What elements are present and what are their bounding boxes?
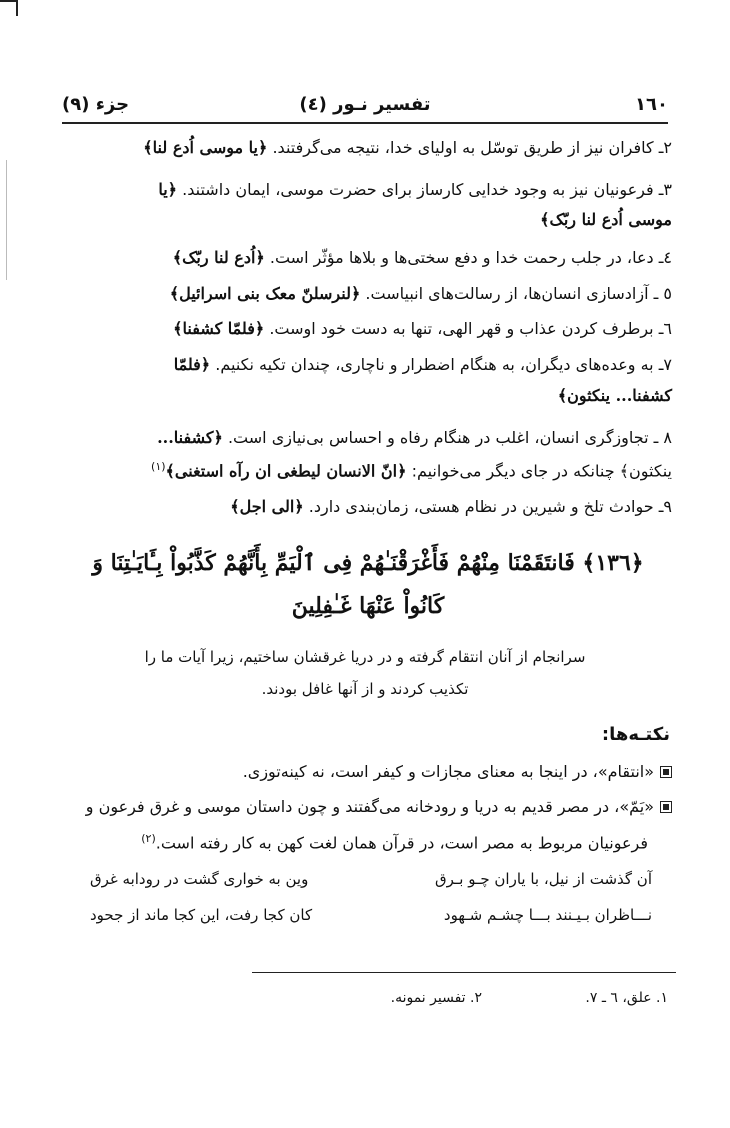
point-3: [62, 180, 672, 199]
point-text: ٥ ـ آزادسازی انسان‌ها، از رسالت‌های انبیاست.: [365, 284, 672, 303]
point-text: ٩ـ حوادث تلخ و شیرین در نظام هستی، زمان‌بندی دارد.: [308, 497, 672, 516]
point-5: [62, 284, 672, 303]
book-title: تفسیر نـور (٤): [299, 94, 431, 115]
page-number: ١٦٠: [635, 94, 668, 115]
point-6: [62, 319, 672, 338]
juz-label: جزء (٩): [62, 94, 130, 115]
translation-line-2: تکذیب کردند و از آنها غافل بودند.: [261, 680, 469, 698]
crop-mark: [0, 0, 18, 16]
running-header: [62, 92, 668, 124]
note-2-continued: [62, 832, 648, 852]
quran-quote: ﴿کشفنا...: [157, 428, 223, 447]
point-text: ٨ ـ تجاوزگری انسان، اغلب در هنگام رفاه و احساس بی‌نیازی است.: [227, 428, 672, 447]
point-7: [62, 355, 672, 374]
quran-quote: ﴿لنرسلنّ معک بنی اسرائیل﴾: [169, 284, 361, 303]
poem-hemistich-3: نـــاظران بـیـنند بـــا چشـم شـهود: [443, 906, 652, 924]
quran-quote: ﴿الی اجل﴾: [230, 497, 304, 516]
poem-hemistich-4: کان کجا رفت، این کجا ماند از جحود: [90, 906, 313, 924]
point-text: ٣ـ فرعونیان نیز به وجود خدایی کارساز برای حضرت موسی، ایمان داشتند.: [182, 180, 672, 199]
note-text: فرعونیان مربوط به مصر است، در قرآن همان لغت کهن به کار رفته است.: [155, 833, 648, 853]
note-1: [62, 762, 672, 781]
quran-quote: ﴿یا موسی اُدع لنا﴾: [143, 138, 268, 157]
point-text: ٢ـ کافران نیز از طریق توسّل به اولیای خدا، نتیجه می‌گرفتند.: [272, 138, 672, 157]
footnote-ref: (١): [151, 460, 166, 473]
verse-line-1: ﴿١٣٦﴾ فَانتَقَمْنَا مِنْهُمْ فَأَغْرَقْنَـٰهُمْ فِى ٱلْيَمِّ بِأَنَّهُمْ كَذَّبُواْ بِـَٔايَـٰتِنَا وَ: [92, 550, 644, 576]
quran-quote: ﴿انّ الانسان لیطغی ان رآه استغنی﴾: [165, 461, 407, 481]
square-bullet-icon: [660, 801, 672, 813]
notes-heading: نکتـه‌ها:: [601, 724, 670, 745]
translation-line-1: سرانجام از آنان انتقام گرفته و در دریا غرقشان ساختیم، زیرا آیات ما را: [144, 648, 586, 666]
point-8: [62, 428, 672, 447]
quran-quote: ﴿فلمّا: [173, 355, 211, 374]
margin-line: [6, 160, 7, 280]
point-8-continued: [62, 460, 672, 480]
point-text: ٧ـ به وعده‌های دیگران، به هنگام اضطرار و ناچاری، چندان تکیه نکنیم.: [215, 355, 672, 374]
poem-hemistich-1: آن گذشت از نیل، با یاران چـو بـرق: [434, 870, 652, 888]
point-4: [62, 248, 672, 267]
point-text: ٤ـ دعا، در جلب رحمت خدا و دفع سختی‌ها و بلاها مؤثّر است.: [269, 248, 672, 267]
footnote-2: ٢. تفسیر نمونه.: [390, 990, 482, 1006]
verse-line-2: كَانُواْ عَنْهَا غَـٰفِلِينَ: [291, 593, 445, 619]
quran-quote: ﴿فلمّا کشفنا﴾: [173, 319, 265, 338]
point-2: [62, 138, 672, 157]
footnote-ref: (٢): [141, 832, 156, 845]
point-text: ینکثون﴾ چنانکه در جای دیگر می‌خوانیم:: [411, 461, 672, 481]
footnote-divider: [252, 972, 676, 973]
point-3-continued: موسی اُدع لنا ربّک﴾: [540, 210, 672, 229]
point-9: [62, 497, 672, 516]
poem-hemistich-2: وین به خواری گشت در رودابه غرق: [90, 870, 309, 888]
footnote-1: ١. علق، ٦ ـ ٧.: [585, 990, 668, 1006]
quran-quote: ﴿اُدع لنا ربّک﴾: [172, 248, 265, 267]
note-text: «انتقام»، در اینجا به معنای مجازات و کیفر است، نه کینه‌توزی.: [242, 762, 654, 781]
note-2: [62, 797, 672, 816]
square-bullet-icon: [660, 766, 672, 778]
quran-quote: ﴿یا: [158, 180, 178, 199]
point-text: ٦ـ برطرف کردن عذاب و قهر الهی، تنها به دست خود اوست.: [269, 319, 672, 338]
note-text: «یَمّ»، در مصر قدیم به دریا و رودخانه می‌گفتند و چون داستان موسی و غرق فرعون و: [85, 797, 654, 816]
point-7-continued: کشفنا... ینکثون﴾: [557, 386, 672, 405]
